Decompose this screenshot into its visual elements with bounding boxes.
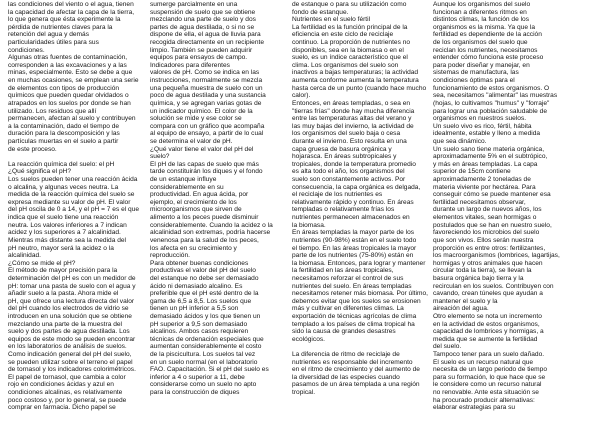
text-line: recirculan en los suelos. Contribuyen con: [433, 282, 554, 290]
text-line: aumentan considerablemente el costo: [150, 343, 262, 351]
text-line: alcalinidad son extremas, podría hacerse: [150, 229, 271, 237]
text-column-4: [433, 1, 595, 423]
text-line: técnicas de ordenación especiales que: [150, 335, 264, 343]
text-line: del pH oscila de 0 a 14, y el pH = 7 es el que: [8, 206, 140, 214]
text-line: El método de mayor precisión para la: [8, 267, 118, 275]
text-line: La fertilidad es la función principal de la: [292, 23, 408, 31]
text-line: ácido ni demasiado alcalino. Es: [150, 282, 243, 290]
text-line: eficiencia en este ciclo de reciclaje: [292, 31, 394, 39]
text-line: idealmente, estable y lleno a medida: [433, 130, 541, 138]
text-line: medida de la reacción química del suelo se: [8, 191, 135, 199]
text-line: sea, necesitamos "alimentar" las muestras: [433, 92, 558, 100]
text-line: limpio. También se pueden adquirir: [150, 46, 253, 54]
text-line: para la construcción de diques: [150, 389, 240, 397]
text-line: gama de 6,5 a 8,5. Los suelos que: [150, 297, 252, 305]
text-column-1: [8, 1, 149, 423]
text-line: determinación del pH es con un medidor de: [8, 274, 136, 282]
text-line: ¿Qué significa el pH?: [8, 168, 72, 176]
text-line: corresponden a las excavaciones y a las: [8, 61, 127, 69]
text-line: El papel de tornasol, que cambia a color: [8, 373, 126, 381]
text-line: considerarse como un suelo no apto: [150, 381, 257, 389]
text-column-2: [150, 1, 291, 423]
text-line: duración para la descomposición y las: [8, 130, 120, 138]
text-line: circular toda la tierra), se llevan la: [433, 267, 532, 275]
text-line: retención del agua y demás: [8, 31, 90, 39]
text-line: pH: tomar una pasta de suelo con el agua y: [8, 282, 136, 290]
text-line: condiciones óptimas para el: [433, 77, 515, 85]
text-line: tienen un pH inferior a 5,5 son: [150, 305, 239, 313]
text-line: es alta todo el año, los organismos del: [292, 168, 405, 176]
text-line: los afecta en su crecimiento y: [150, 244, 237, 252]
text-line: los macroorganismos (lombrices, lagartijas,: [433, 252, 560, 260]
text-line: nutrientes es responsable del incremento: [292, 358, 413, 366]
text-line: las muy bajas del invierno, la actividad de: [292, 122, 414, 130]
text-line: un indicador químico. El color de la: [150, 107, 253, 115]
text-line: favoreciendo los microbios del suelo: [433, 229, 540, 237]
text-line: introducen en una solución que se obtiene: [8, 312, 132, 320]
text-line: utilizado. Los residuos que allí: [8, 107, 97, 115]
text-line: que son vivos. Ellos serán nuestra: [433, 236, 534, 244]
text-line: Entonces, en áreas templadas, o sea en: [292, 99, 411, 107]
text-line: permanecen, afectan al suelo y contribuyen: [8, 115, 136, 123]
text-line: Un suelo sano tiene materia orgánica,: [433, 145, 545, 153]
text-line: aproximadamente 2 toneladas de: [433, 176, 531, 184]
text-line: sido la causa de grandes desastres: [292, 328, 396, 336]
text-line: preferible que el pH esté dentro de la: [150, 290, 259, 298]
text-line: Algunas otras fuentes de contaminación,: [8, 54, 128, 62]
text-line: El suelo es un recurso natural que: [433, 358, 534, 366]
text-line: organismos en nuestros suelos.: [433, 115, 527, 123]
text-line: consecuencia, la capa orgánica es delgada,: [292, 183, 421, 191]
text-line: microorganismos que sirven de: [150, 206, 242, 214]
text-line: sumerge parcialmente en una: [150, 1, 238, 8]
text-line: ¿Qué valor tiene el valor del pH del: [150, 145, 254, 153]
text-line: Otro elemento se nota un incremento: [433, 312, 542, 320]
text-line: en la actividad de estos organismos,: [433, 320, 540, 328]
text-line: en el ritmo de crecimiento y del aumento de: [292, 366, 420, 374]
text-line: de elementos con tipos de producción: [8, 84, 120, 92]
text-line: minas, especialmente. Esto se debe a que: [8, 69, 133, 77]
text-line: pasamos de un área templada a una región: [292, 381, 420, 389]
text-line: medida que se aumente la fertilidad: [433, 335, 538, 343]
text-line: ha procurado producir alternativas:: [433, 396, 535, 404]
text-line: reciclan los nutrientes, necesitamos: [433, 46, 538, 54]
text-line: las condiciones del viento o el agua, tienen: [8, 1, 134, 8]
text-line: exportación de técnicas agrícolas de clima: [292, 312, 417, 320]
text-line: necesitamos retener más biomasa. Por último,: [292, 290, 428, 298]
text-line: productivas el valor del pH del suelo: [150, 267, 256, 275]
text-line: Los suelos pueden tener una reacción ácida: [8, 176, 138, 184]
text-line: equipos de este modo se pueden encontrar: [8, 335, 136, 343]
text-line: partes de agua destilada, o si no se: [150, 23, 255, 31]
text-line: ¿Cómo se mide el pH?: [8, 259, 76, 267]
text-line: de este proceso.: [8, 145, 57, 153]
text-line: para poder diseñar y manejar, en: [433, 61, 530, 69]
text-line: aumenta conforme aumenta la temperatura: [292, 77, 419, 85]
text-line: al equipo de ensayo, a partir de lo cual: [150, 130, 264, 138]
text-line: funcionamiento de estos organismos. O: [433, 84, 550, 92]
text-line: clima. Los organismos del suelo son: [292, 61, 399, 69]
text-line: mantener el suelo y la: [433, 297, 498, 305]
text-line: FAO. Capacitación. Si el pH del suelo es: [150, 366, 269, 374]
text-line: tropical.: [292, 389, 316, 397]
text-line: (hojas, lo cultivamos "humus" y "forraje": [433, 99, 550, 107]
text-line: suelo son constantemente activos. Por: [292, 176, 406, 184]
text-line: química, y se agregan varias gotas de: [150, 99, 262, 107]
text-line: suspensión de suelo que se obtiene: [150, 8, 256, 16]
blank-line: [8, 153, 149, 161]
text-line: valores de pH. Como se indica en las: [150, 69, 260, 77]
text-line: distintos climas, la función de los: [433, 16, 530, 24]
text-line: sistemas de manufactura, las: [433, 69, 519, 77]
text-line: postulados que se han en nuestro suelo,: [433, 221, 552, 229]
text-line: hojarasca. En áreas subtropicales y: [292, 153, 397, 161]
text-line: proporción es entre otros: fertilizantes,: [433, 244, 546, 252]
text-line: el reciclaje de los nutrientes es: [292, 191, 383, 199]
text-line: suelo?: [150, 153, 170, 161]
text-line: superior de 15cm contiene: [433, 168, 511, 176]
text-line: parte de los nutrientes (75-80%) están en: [292, 252, 414, 260]
text-line: entender cómo funciona este proceso: [433, 54, 544, 62]
text-line: mezclando una parte de suelo y dos: [150, 16, 256, 24]
text-line: tropicales, donde la temperatura promedio: [292, 160, 416, 168]
text-line: La diferencia de ritmo de reciclaje de: [292, 351, 400, 359]
text-line: la biomasa. Entonces, para lograr y mantener: [292, 259, 426, 267]
text-line: fertilidad necesitamos observar,: [433, 198, 526, 206]
text-line: nutrientes permanecen almacenados en: [292, 214, 410, 222]
text-line: en un suelo normal (en el laboratorio: [150, 358, 258, 366]
text-line: que sea dinámico.: [433, 137, 487, 145]
text-line: considerablemente en su: [150, 183, 224, 191]
text-line: capa gruesa de basura orgánica y: [292, 145, 392, 153]
text-line: Nutrientes en el suelo fértil: [292, 16, 371, 24]
text-line: de estanque o para su utilización como: [292, 1, 407, 8]
text-line: pH superior a 9,5 son demasiado: [150, 320, 248, 328]
text-line: alcalinidad.: [8, 252, 41, 260]
text-line: nutrientes (90-98%) están en el suelo todo: [292, 236, 417, 244]
text-line: reproducción.: [150, 252, 190, 260]
text-line: la capacidad de afectar la capa de la tierra,: [8, 8, 135, 16]
text-line: aireación del agua.: [433, 305, 489, 313]
text-line: no renovable. Ante esta situación se: [433, 389, 539, 397]
text-line: entre las temperaturas altas del verano y: [292, 115, 412, 123]
text-line: expresa mediante su valor de pH. El valor: [8, 198, 131, 206]
text-line: y más en áreas templadas. La capa: [433, 160, 538, 168]
text-line: necesita de un largo periodo de tiempo: [433, 366, 548, 374]
text-line: elaborar estrategias para su: [433, 404, 516, 412]
text-line: le considere como un recurso natural: [433, 381, 542, 389]
text-line: venenosa para la salud de los peces,: [150, 236, 259, 244]
text-line: el tiempo. En las áreas tropicales la mayor: [292, 244, 417, 252]
text-line: alimento a los peces puede disminuir: [150, 214, 259, 222]
text-column-3: [292, 1, 432, 423]
text-line: "tierras frías" donde hay mucha diferencia: [292, 107, 415, 115]
text-line: ejemplo, el crecimiento de los: [150, 198, 237, 206]
text-line: rojo en condiciones ácidas y azul en: [8, 381, 114, 389]
text-line: organismos es la misma. Ya que la: [433, 23, 536, 31]
text-line: hasta cerca de un punto (cuando hace mucho: [292, 84, 427, 92]
text-line: necesitamos reforzar el control de sus: [292, 274, 404, 282]
text-line: en muchas ocasiones, se emplean una serie: [8, 77, 139, 85]
text-line: solución se mide y ese color se: [150, 115, 242, 123]
text-line: funcionan a diferentes ritmos en: [433, 8, 527, 16]
text-line: nutrientes del suelo. En áreas templadas: [292, 282, 412, 290]
text-line: o alcalina, y algunas veces neutra. La: [8, 183, 119, 191]
text-line: inferior a 4 o superior a 11, debe: [150, 373, 245, 381]
text-line: dispone de ella, el agua de lluvia para: [150, 31, 261, 39]
text-line: en los laboratorios de análisis de suelos.: [8, 343, 127, 351]
text-line: Un suelo vivo es rico, fértil, hábita: [433, 122, 532, 130]
text-line: particularidades útiles para sus: [8, 39, 99, 47]
text-line: del estanque no debe ser demasiado: [150, 274, 259, 282]
text-line: la biomasa.: [292, 221, 326, 229]
text-line: elementos vitales, sean hormigas o: [433, 214, 537, 222]
text-line: indica que el suelo tiene una reacción: [8, 214, 119, 222]
text-line: El pH de las capas de suelo que más: [150, 160, 259, 168]
text-line: considerablemente. Cuando la acidez o la: [150, 221, 273, 229]
text-line: mezclando una parte de la muestra del: [8, 320, 122, 328]
text-line: recogida directamente en un recipiente: [150, 39, 264, 47]
text-line: productividad. En agua ácida, por: [150, 191, 249, 199]
text-line: de un estanque influye: [150, 176, 217, 184]
text-line: calor).: [292, 92, 311, 100]
text-line: relativamente rápido y continuo. En áreas: [292, 198, 414, 206]
text-line: durante el invierno. Esto resulta en una: [292, 137, 407, 145]
text-line: los organismos del suelo baja o cesa: [292, 130, 401, 138]
text-line: conseguir cómo se puede mantener esa: [433, 191, 551, 199]
text-line: disponibles, sea en la biomasa o en el: [292, 46, 404, 54]
text-line: templadas o relativamente frías los: [292, 206, 395, 214]
text-line: tarde constituirán los diques y el fondo: [150, 168, 263, 176]
text-line: se pueden utilizar sobre el terreno el papel: [8, 358, 133, 366]
text-line: suelo y dos partes de agua destilada. Los: [8, 328, 130, 336]
text-line: aproximadamente 5% en el subtrópico,: [433, 153, 548, 161]
text-line: del pH cuando los electrodos de vidrio se: [8, 305, 129, 313]
text-line: condiciones alcalinas, es relativamente: [8, 389, 123, 397]
text-line: basura orgánica bajo tierra y la: [433, 274, 524, 282]
text-line: atrapados en los suelos por donde se han: [8, 99, 131, 107]
text-line: acidez y los superiores a 7 alcalinidad.: [8, 229, 121, 237]
text-line: pH neutro, mayor será la acidez o la: [8, 244, 114, 252]
text-line: añadir suelo a la pasta. Ahora mide el: [8, 290, 119, 298]
text-line: Mientras más distante sea la medida del: [8, 236, 127, 244]
text-line: lo que genera que ésta experimente la: [8, 16, 121, 24]
text-line: para su formación, lo que hace que se: [433, 373, 546, 381]
text-line: a la contaminación, dado el tiempo de: [8, 122, 120, 130]
blank-line: [292, 343, 432, 351]
text-line: capacidad de lombrices y hormigas, a: [433, 328, 544, 336]
text-line: de los organismos del suelo que: [433, 39, 528, 47]
text-line: fertilidad es dependiente de la acción: [433, 31, 542, 39]
text-line: instrucciones, normalmente se mezcla: [150, 77, 263, 85]
text-line: para lograr una población saludable de: [433, 107, 548, 115]
text-line: Indicadores para diferentes: [150, 61, 230, 69]
text-line: hormigas y otros animales que hacen: [433, 259, 543, 267]
text-line: una pequeña muestra de suelo con un: [150, 84, 263, 92]
text-line: pH, que ofrece una lectura directa del valor: [8, 297, 135, 305]
text-line: químicos que pueden quedar olvidados o: [8, 92, 129, 100]
text-line: durante un largo de nuevos años, los: [433, 206, 542, 214]
text-line: pérdida de nutrientes claves para la: [8, 23, 113, 31]
text-line: En áreas templadas la mayor parte de los: [292, 229, 415, 237]
text-line: materia viviente por hectárea. Para: [433, 183, 536, 191]
text-line: de tornasol y los indicadores colorimétricos.: [8, 366, 136, 374]
text-line: ecológicos.: [292, 335, 325, 343]
text-line: del suelo.: [433, 343, 462, 351]
text-line: debemos evitar que los suelos se erosionen: [292, 297, 421, 305]
text-line: comprar en farmacia. Dicho papel se: [8, 404, 116, 412]
text-line: templado a los países de clima tropical ha: [292, 320, 415, 328]
text-line: fondo de estanque.: [292, 8, 349, 16]
text-line: la fertilidad en las áreas tropicales,: [292, 267, 394, 275]
text-line: cavando, crean túneles que ayudan a: [433, 290, 543, 298]
text-line: más y cultivar en diferentes climas. La: [292, 305, 404, 313]
text-line: Como indicación general del pH del suelo,: [8, 351, 132, 359]
text-line: condiciones.: [8, 46, 45, 54]
text-line: inactivos a bajas temperaturas; la actividad: [292, 69, 419, 77]
text-line: suelo, es un índice característico que el: [292, 54, 408, 62]
text-line: partículas muertas en el suelo a partir: [8, 137, 119, 145]
text-line: la diversidad de las especies cuando: [292, 373, 400, 381]
text-line: demasiado ácidos y los que tienen un: [150, 312, 261, 320]
text-line: equipos para ensayos de campo.: [150, 54, 248, 62]
text-line: poco de agua destilada y una sustancia: [150, 92, 266, 100]
text-line: neutra. Los valores inferiores a 7 indican: [8, 221, 127, 229]
text-line: se determina el valor de pH.: [150, 137, 233, 145]
text-line: Tampoco tener para un suelo dañado.: [433, 351, 545, 359]
text-line: continuo. La proporción de nutrientes no: [292, 39, 411, 47]
text-line: La reacción química del suelo: el pH: [8, 160, 115, 168]
text-line: de la piscicultura. Los suelos tal vez: [150, 351, 256, 359]
text-line: poco costoso y, por lo general, se puede: [8, 396, 127, 404]
text-line: alcalinos. Ambos casos requieren: [150, 328, 249, 336]
text-line: Para obtener buenas condiciones: [150, 259, 249, 267]
text-line: compara con un gráfico que acompaña: [150, 122, 265, 130]
text-line: Aunque los organismos del suelo: [433, 1, 531, 8]
